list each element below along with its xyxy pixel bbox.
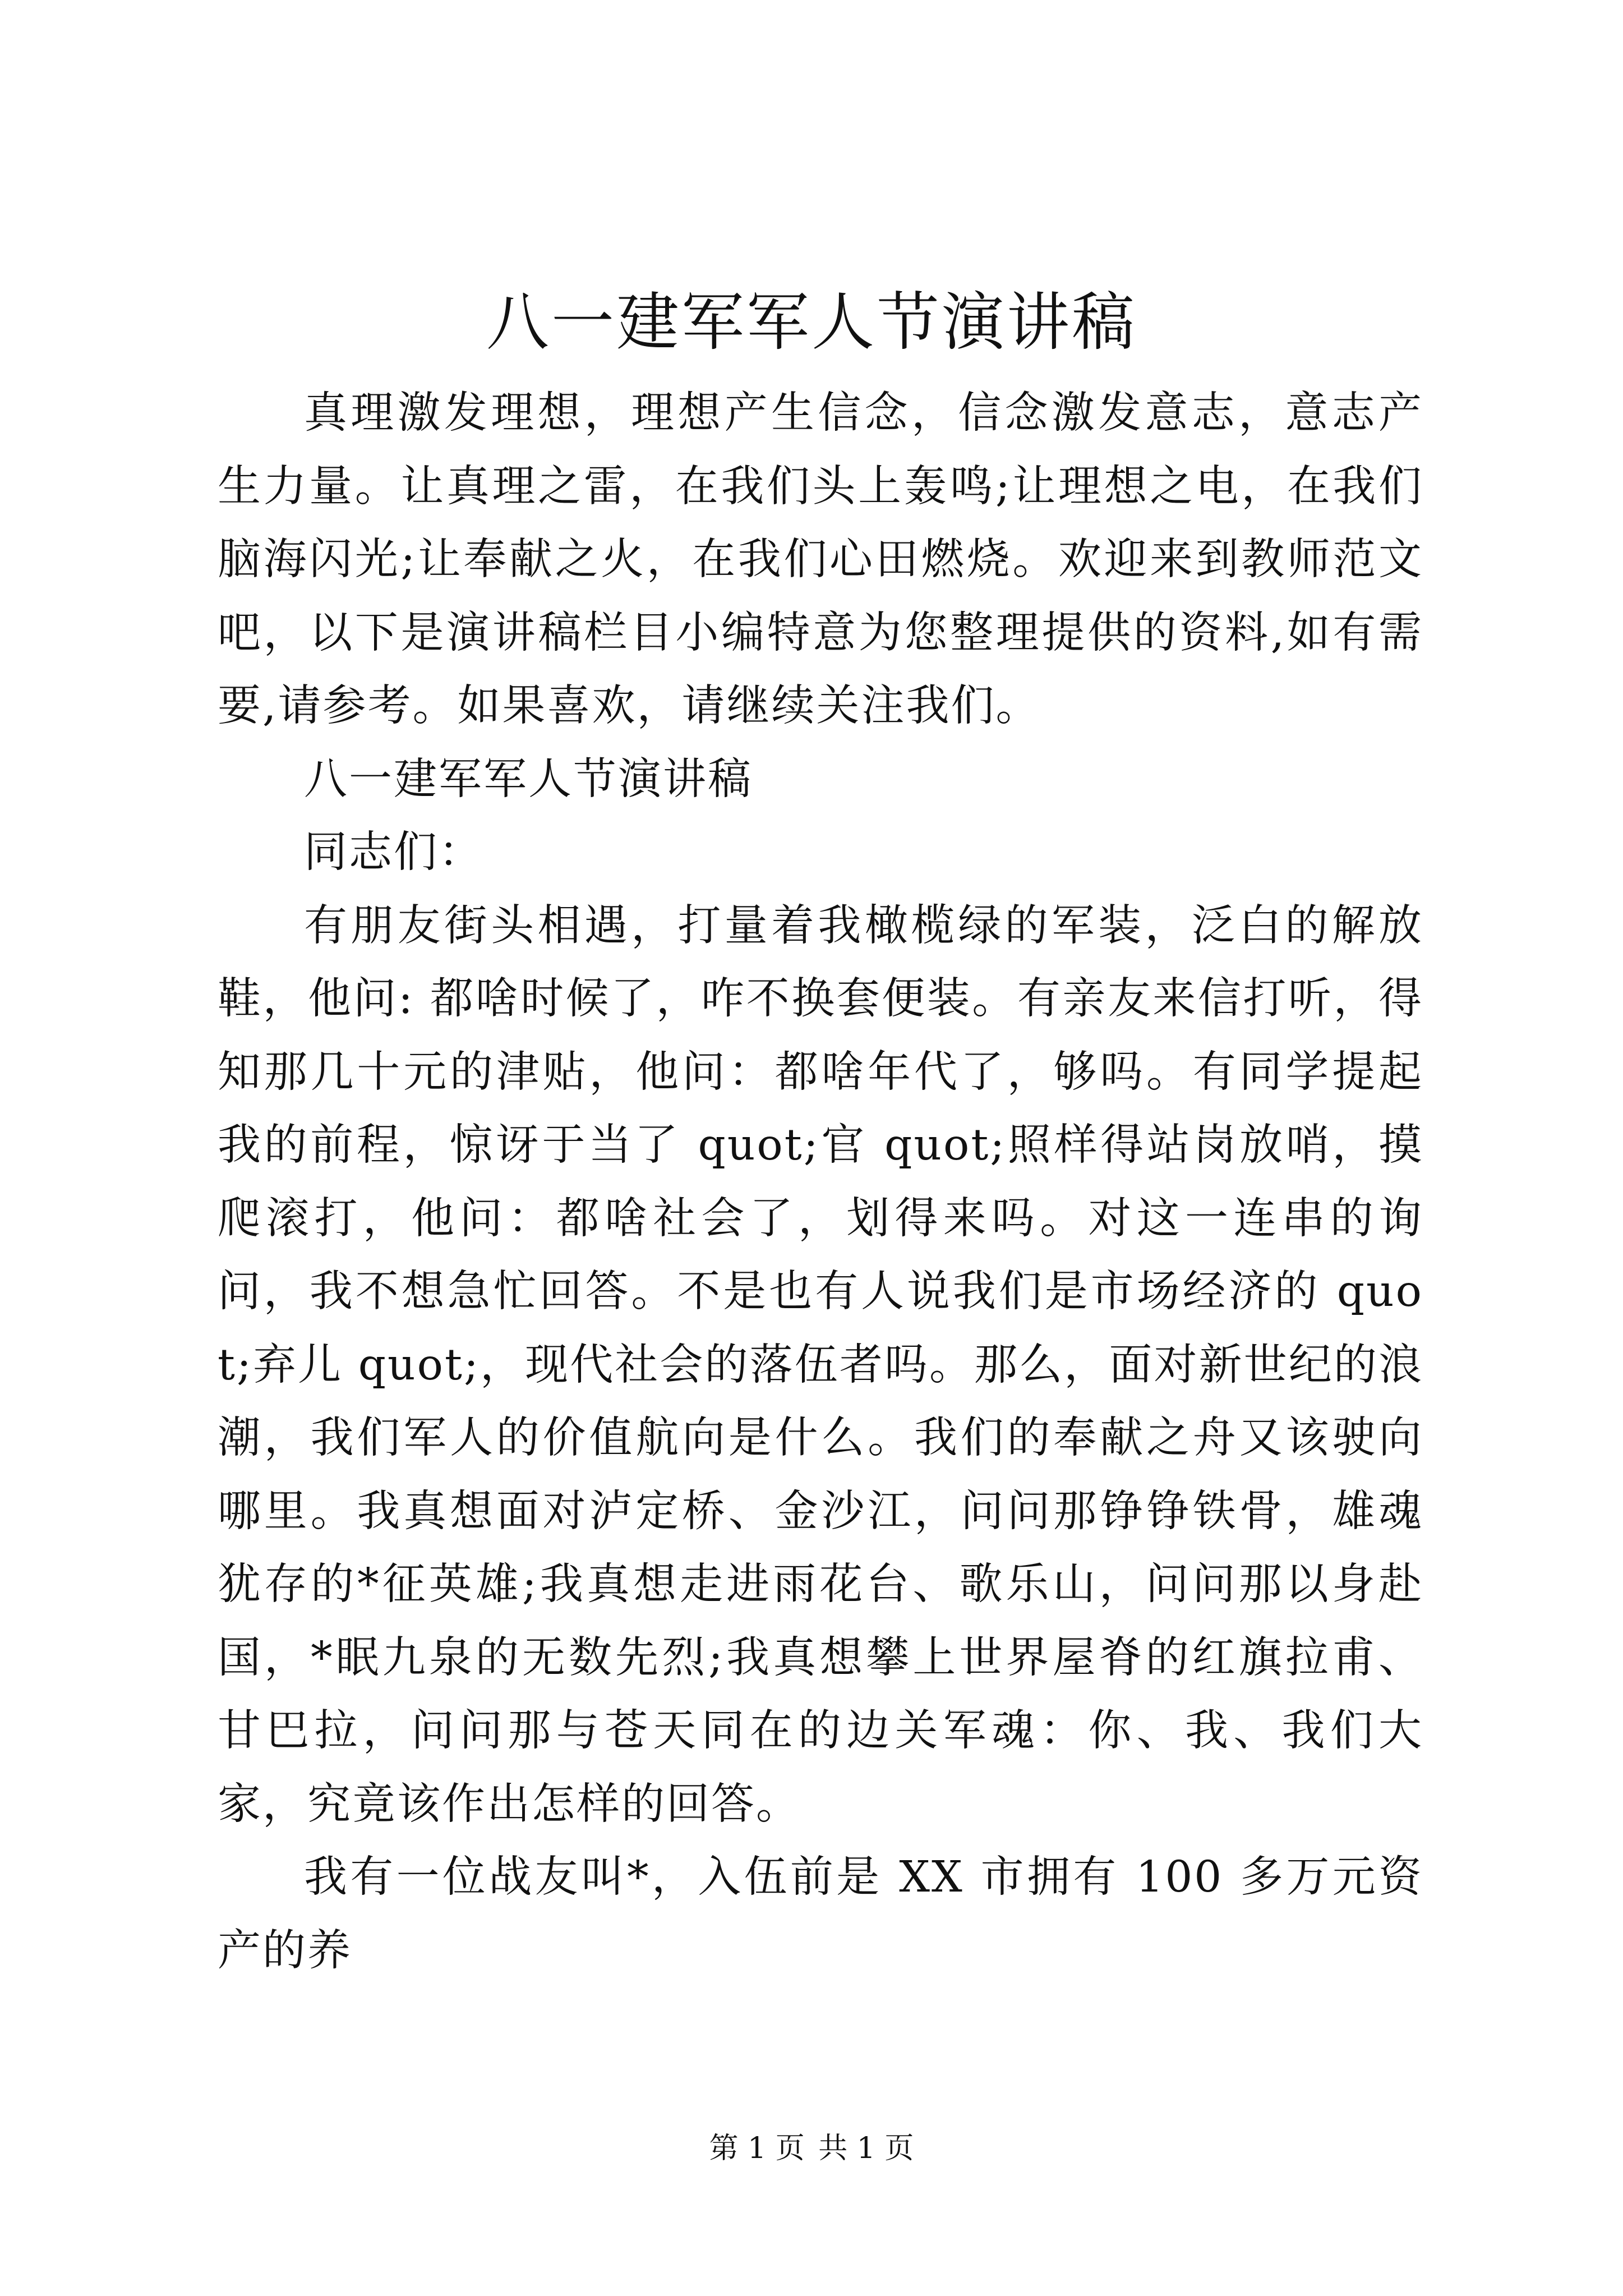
page-number: 第 1 页 bbox=[709, 2132, 805, 2165]
document-body bbox=[218, 377, 1423, 1987]
paragraph-main: 有朋友街头相遇，打量着我橄榄绿的军装，泛白的解放鞋，他问: 都啥时候了，咋不换套便装。有亲友来信打听，得知那几十元的津贴，他问：都啥年代了，够吗。有同学提起我的前程，惊讶于当了 quot;官 quot;照样得站岗放哨，摸爬滚打，他问：都啥社会了，划得来吗。对这一连串的询问，我不想急忙回答。不是也有人说我们是市场经济的 quot;弃儿 quot;，现代社会的落伍者吗。那么，面对新世纪的浪潮，我们军人的价值航向是什么。我们的奉献之舟又该驶向哪里。我真想面对泸定桥、金沙江，问问那铮铮铁骨，雄魂犹存的*征英雄;我真想走进雨花台、歌乐山，问问那以身赴国，*眠九泉的无数先烈;我真想攀上世界屋脊的红旗拉甫、甘巴拉，问问那与苍天同在的边关军魂：你、我、我们大家，究竟该作出怎样的回答。 bbox=[218, 900, 1423, 1829]
paragraph-continued: 我有一位战友叫*，入伍前是 XX 市拥有 100 多万元资产的养 bbox=[218, 1852, 1423, 1976]
paragraph-salutation: 同志们： bbox=[304, 827, 483, 877]
paragraph-intro: 真理激发理想，理想产生信念，信念激发意志，意志产生力量。让真理之雷，在我们头上轰鸣;让理想之电，在我们脑海闪光;让奉献之火，在我们心田燃烧。欢迎来到教师范文吧，以下是演讲稿栏目小编特意为您整理提供的资料,如有需要,请参考。如果喜欢，请继续关注我们。 bbox=[218, 388, 1423, 731]
document-title: 八一建军军人节演讲稿 bbox=[486, 286, 1137, 359]
paragraph-subtitle: 八一建军军人节演讲稿 bbox=[304, 754, 753, 804]
page-total: 共 1 页 bbox=[818, 2132, 914, 2165]
page-footer bbox=[0, 2126, 1623, 2171]
